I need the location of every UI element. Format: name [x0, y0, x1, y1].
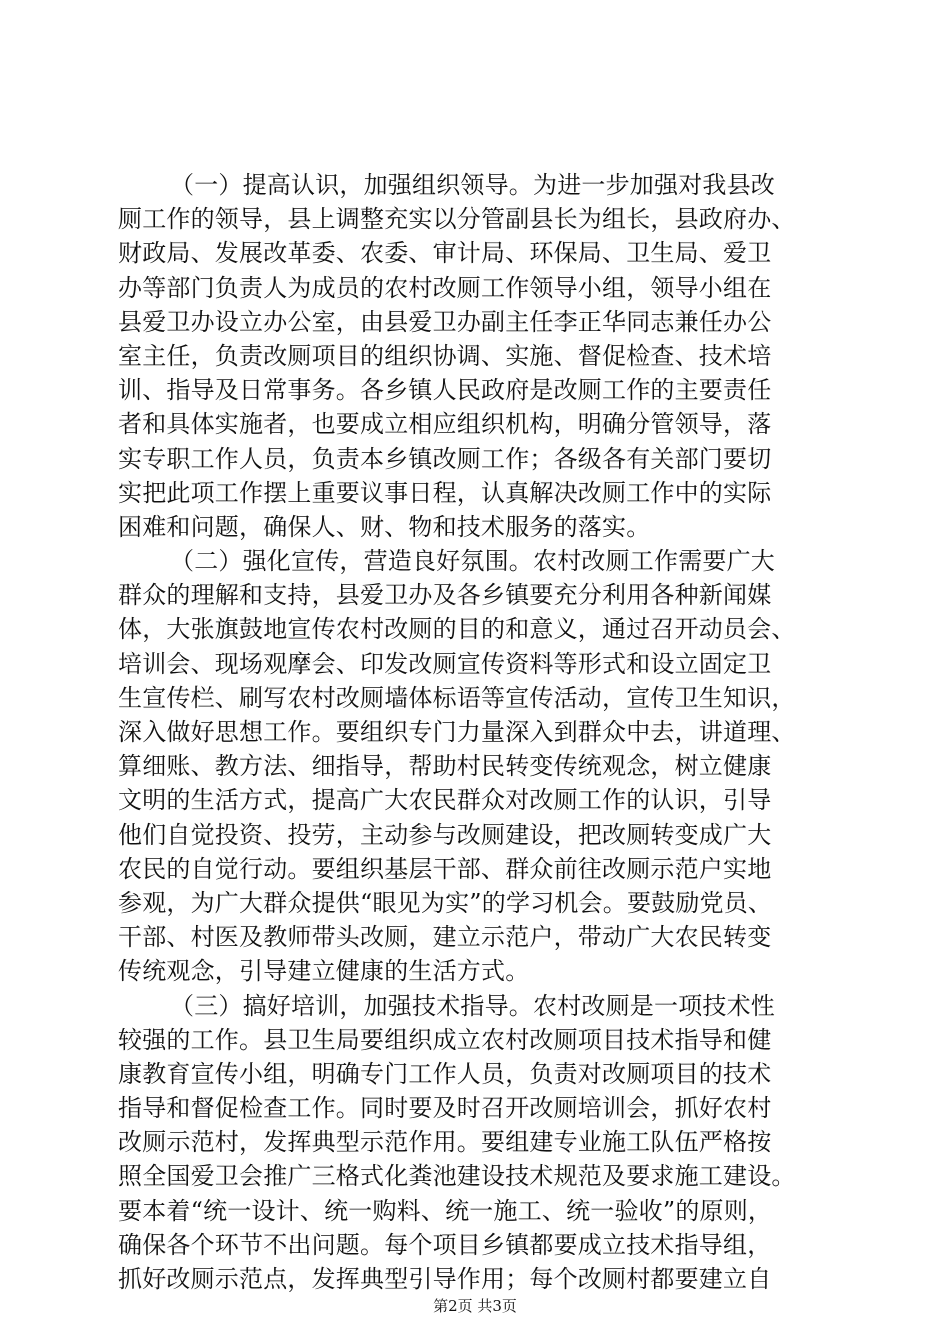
- paragraph-line: 改厕示范村，发挥典型示范作用。要组建专业施工队伍严格按: [118, 1128, 772, 1157]
- paragraph-line: 算细账、教方法、细指导，帮助村民转变传统观念，树立健康: [118, 752, 772, 781]
- paragraph-line: （一）提高认识，加强组织领导。为进一步加强对我县改: [170, 171, 775, 199]
- paragraph-line: 参观，为广大群众提供“眼见为实”的学习机会。要鼓励党员、: [118, 888, 773, 917]
- paragraph-line: 确保各个环节不出问题。每个项目乡镇都要成立技术指导组，: [118, 1230, 772, 1259]
- paragraph-line: 照全国爱卫会推广三格式化粪池建设技术规范及要求施工建设。: [118, 1162, 796, 1191]
- paragraph-line: 较强的工作。县卫生局要组织成立农村改厕项目技术指导和健: [118, 1025, 772, 1054]
- paragraph-line: 者和具体实施者，也要成立相应组织机构，明确分管领导，落: [118, 410, 772, 439]
- paragraph-line: 要本着“统一设计、统一购料、统一施工、统一验收”的原则，: [118, 1196, 773, 1225]
- paragraph-line: 深入做好思想工作。要组织专门力量深入到群众中去，讲道理、: [118, 718, 796, 746]
- paragraph-line: 抓好改厕示范点，发挥典型引导作用；每个改厕村都要建立自: [118, 1265, 772, 1293]
- paragraph-line: 训、指导及日常事务。各乡镇人民政府是改厕工作的主要责任: [118, 376, 772, 405]
- paragraph-3: [118, 989, 834, 1297]
- paragraph-line: 县爱卫办设立办公室，由县爱卫办副主任李正华同志兼任办公: [118, 307, 772, 336]
- paragraph-line: （三）搞好培训，加强技术指导。农村改厕是一项技术性: [170, 991, 775, 1020]
- paragraph-line: 厕工作的领导，县上调整充实以分管副县长为组长，县政府办、: [118, 205, 796, 234]
- paragraph-line: 生宣传栏、刷写农村改厕墙体标语等宣传活动，宣传卫生知识，: [118, 683, 796, 712]
- paragraph-line: 实专职工作人员，负责本乡镇改厕工作；各级各有关部门要切: [118, 444, 772, 473]
- document-body: [118, 168, 834, 1296]
- paragraph-line: 他们自觉投资、投劳，主动参与改厕建设，把改厕转变成广大: [118, 820, 772, 849]
- paragraph-1: [118, 168, 834, 544]
- paragraph-line: 康教育宣传小组，明确专门工作人员，负责对改厕项目的技术: [118, 1059, 772, 1088]
- paragraph-line: 指导和督促检查工作。同时要及时召开改厕培训会，抓好农村: [118, 1094, 772, 1123]
- paragraph-line: 群众的理解和支持，县爱卫办及各乡镇要充分利用各种新闻媒: [118, 581, 772, 610]
- paragraph-2: [118, 544, 834, 988]
- paragraph-line: 财政局、发展改革委、农委、审计局、环保局、卫生局、爱卫: [118, 239, 772, 268]
- paragraph-line: 培训会、现场观摩会、印发改厕宣传资料等形式和设立固定卫: [118, 649, 772, 678]
- paragraph-line: 传统观念，引导建立健康的生活方式。: [118, 957, 530, 986]
- paragraph-line: 干部、村医及教师带头改厕，建立示范户，带动广大农民转变: [118, 923, 772, 952]
- paragraph-line: 办等部门负责人为成员的农村改厕工作领导小组，领导小组在: [118, 273, 772, 302]
- paragraph-line: 农民的自觉行动。要组织基层干部、群众前往改厕示范户实地: [118, 854, 772, 883]
- paragraph-line: （二）强化宣传，营造良好氛围。农村改厕工作需要广大: [170, 547, 775, 576]
- page-number-footer: 第2页 共3页: [433, 1297, 517, 1315]
- paragraph-line: 体，大张旗鼓地宣传农村改厕的目的和意义，通过召开动员会、: [118, 615, 796, 644]
- paragraph-line: 文明的生活方式，提高广大农民群众对改厕工作的认识，引导: [118, 786, 772, 815]
- paragraph-line: 困难和问题，确保人、财、物和技术服务的落实。: [118, 512, 651, 541]
- paragraph-line: 室主任，负责改厕项目的组织协调、实施、督促检查、技术培: [118, 341, 772, 370]
- paragraph-line: 实把此项工作摆上重要议事日程，认真解决改厕工作中的实际: [118, 478, 772, 507]
